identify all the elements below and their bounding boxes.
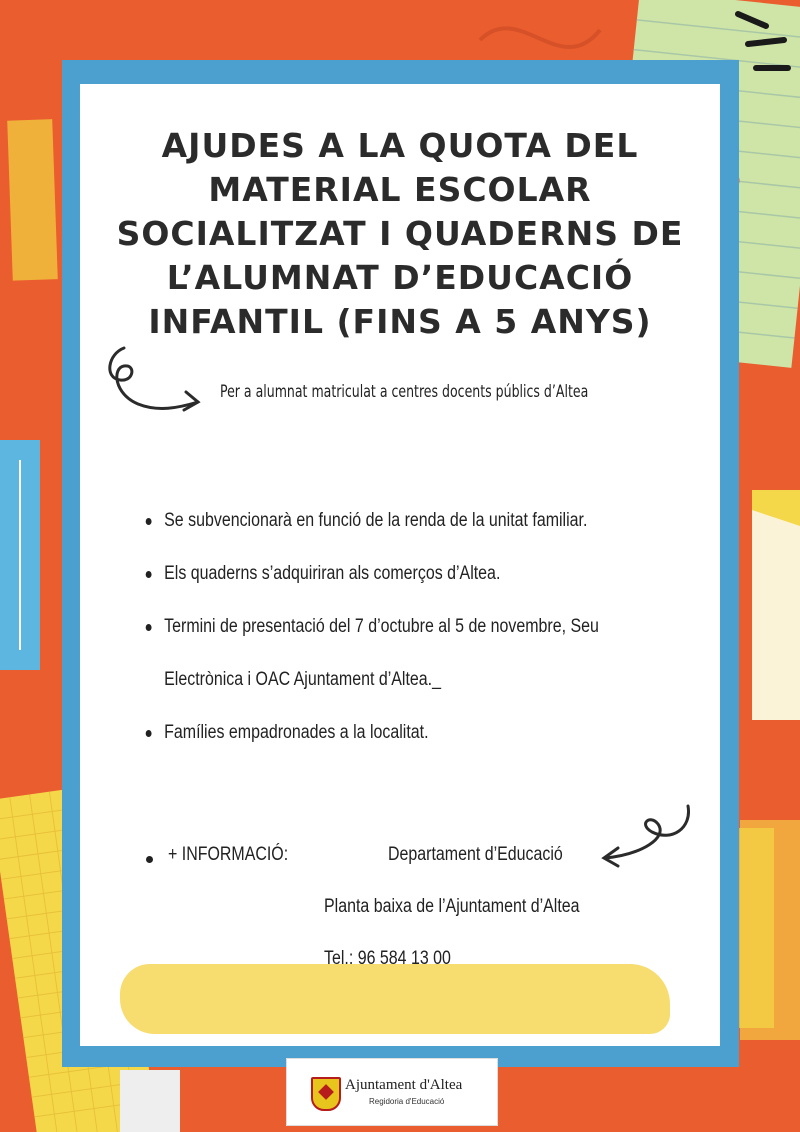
footer-subtitle: Regidoria d'Educació [369,1097,445,1106]
requirements-list [144,494,704,759]
coat-of-arms-icon [311,1077,341,1111]
title-line: SOCIALITZAT I QUADERNS DE [116,214,684,253]
list-item-continuation: Electrònica i OAC Ajuntament d’Altea._ [164,669,441,690]
flyer-card [80,84,720,1046]
title-line: INFANTIL (FINS A 5 ANYS) [148,302,652,341]
list-item: Famílies empadronades a la localitat. [144,706,722,759]
footer-name: Ajuntament d'Altea [345,1077,463,1093]
title-line: AJUDES A LA QUOTA DEL [161,126,639,165]
page-title [80,124,720,344]
subtitle: Per a alumnat matriculat a centres docents públics d’Altea [220,382,589,402]
list-item: Els quaderns s’adquiriran als comerços d’Altea. [144,547,722,600]
info-location: Planta baixa de l’Ajuntament d’Altea [324,896,580,917]
phone-highlight [120,964,670,1034]
curved-arrow-icon [592,798,702,878]
list-item: Se subvencionarà en funció de la renda de la unitat familiar. [144,494,722,547]
title-line: L’ALUMNAT D’EDUCACIÓ [166,258,634,297]
info-label: + INFORMACIÓ: [168,844,289,865]
info-department: Departament d’Educació [388,844,563,865]
bullet-dot [146,856,153,863]
list-item: Termini de presentació del 7 d’octubre al 5 de novembre, Seu [144,600,722,653]
info-phone[interactable]: Tel.: 96 584 13 00 [324,948,451,969]
title-line: MATERIAL ESCOLAR [208,170,592,209]
footer-logo-box [286,1058,498,1126]
curly-arrow-icon [98,334,208,424]
